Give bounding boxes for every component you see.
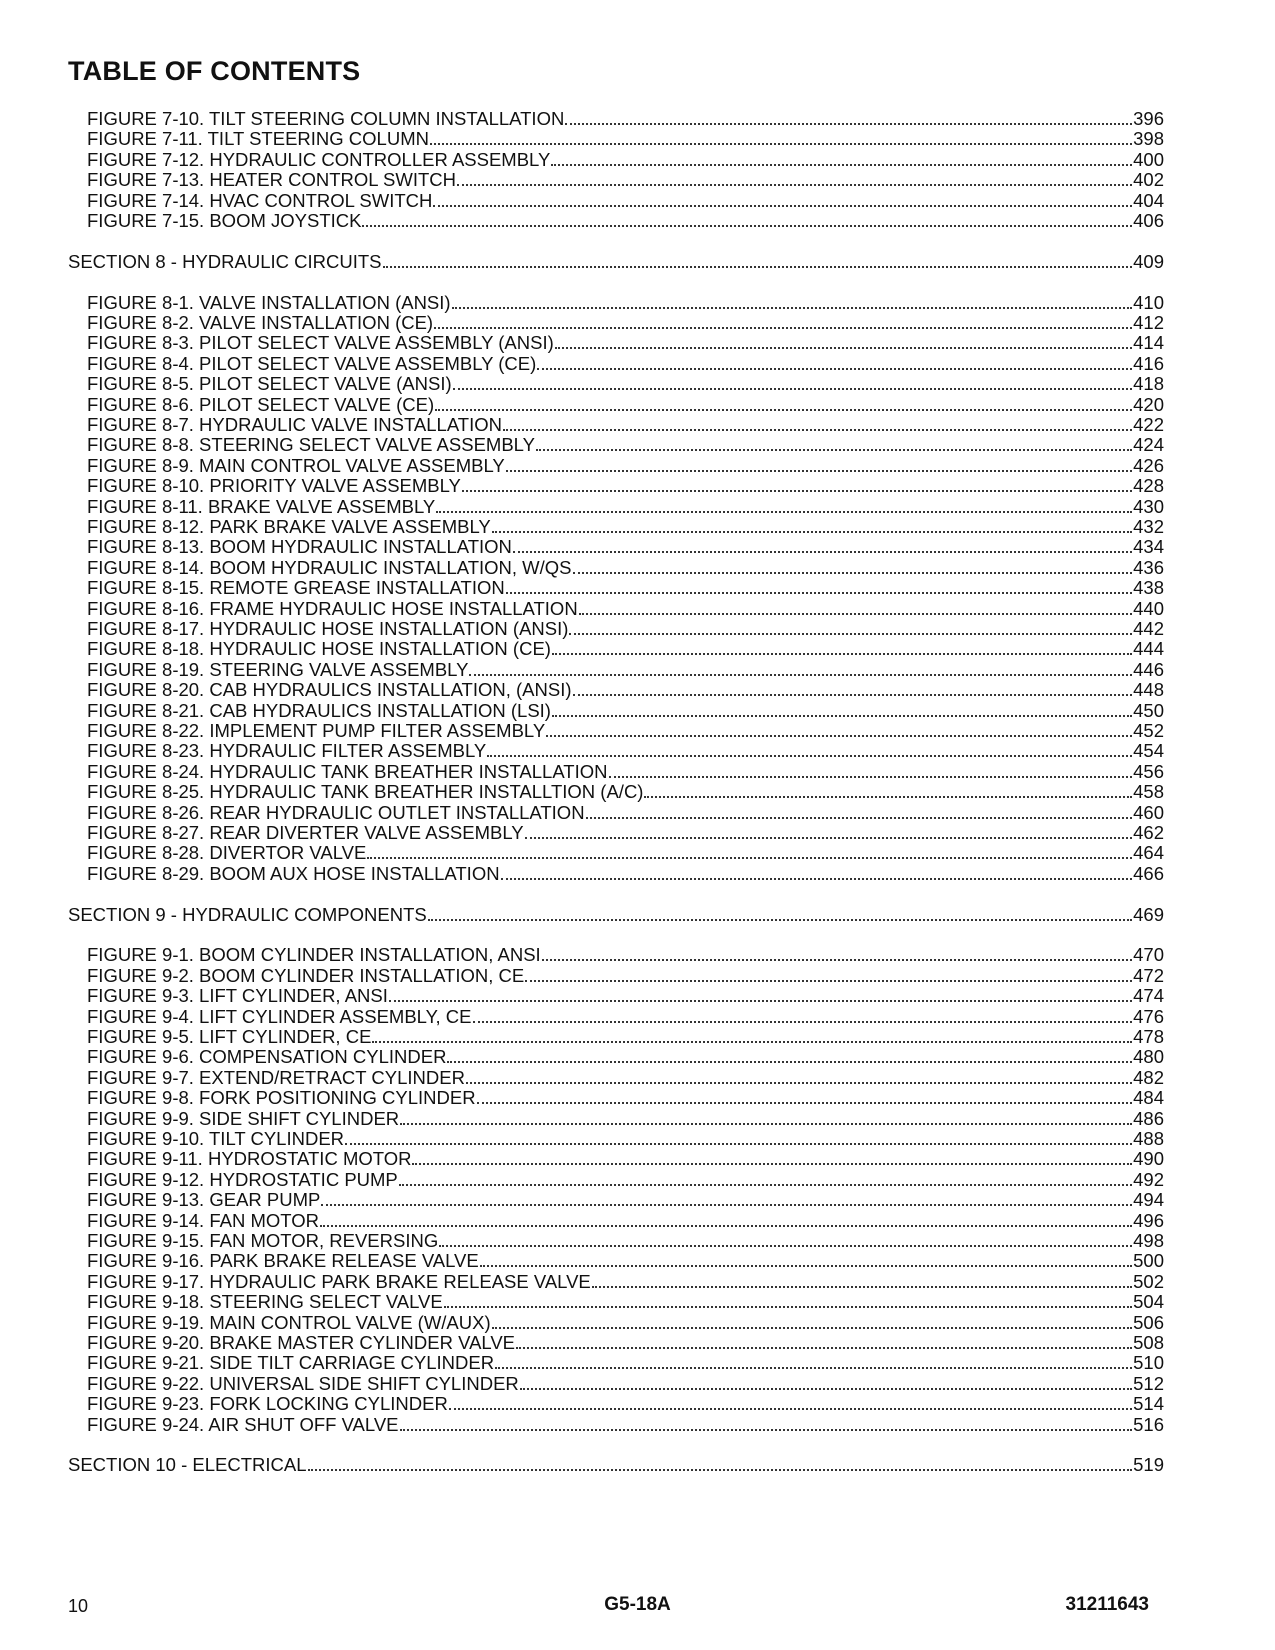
toc-figure-entry[interactable] [87, 516, 1164, 537]
toc-entry-label: FIGURE 8-15. REMOTE GREASE INSTALLATION [87, 577, 505, 599]
toc-entry-label: FIGURE 8-1. VALVE INSTALLATION (ANSI) [87, 291, 451, 313]
toc-figure-entry[interactable] [87, 210, 1164, 231]
footer-model: G5-18A [604, 1594, 671, 1615]
toc-figure-entry[interactable] [87, 720, 1164, 741]
toc-figure-entry[interactable] [87, 1006, 1164, 1027]
toc-entry-page: 420 [1133, 393, 1164, 415]
toc-figure-entry[interactable] [87, 312, 1164, 333]
toc-entry-page: 396 [1133, 108, 1164, 129]
toc-leader-dots [399, 1169, 1132, 1186]
toc-leader-dots [569, 618, 1132, 635]
toc-leader-dots [573, 557, 1133, 574]
toc-entry-page: 424 [1133, 434, 1164, 456]
toc-entry-page: 406 [1133, 210, 1164, 231]
toc-entry-label: FIGURE 9-9. SIDE SHIFT CYLINDER [87, 1107, 400, 1129]
toc-entry-label: FIGURE 8-2. VALVE INSTALLATION (CE) [87, 312, 434, 333]
toc-entry-page: 454 [1133, 740, 1164, 762]
toc-leader-dots [412, 1148, 1132, 1165]
toc-entry-label: SECTION 8 - HYDRAULIC CIRCUITS [68, 250, 382, 272]
toc-figure-entry[interactable] [87, 1312, 1164, 1333]
toc-figure-entry[interactable] [87, 1373, 1164, 1394]
toc-leader-dots [546, 720, 1132, 737]
toc-entry-page: 474 [1133, 985, 1164, 1007]
toc-entry-page: 432 [1133, 516, 1164, 537]
toc-entry-page: 496 [1133, 1209, 1164, 1231]
toc-entry-label: FIGURE 8-6. PILOT SELECT VALVE (CE) [87, 393, 435, 415]
toc-figure-entry[interactable] [87, 1108, 1164, 1129]
toc-leader-dots [383, 251, 1133, 268]
toc-entry-label: FIGURE 9-23. FORK LOCKING CYLINDER [87, 1393, 448, 1415]
toc-figure-entry[interactable] [87, 638, 1164, 659]
toc-entry-label: FIGURE 8-3. PILOT SELECT VALVE ASSEMBLY (ANSI) [87, 332, 554, 354]
toc-entry-label: FIGURE 8-21. CAB HYDRAULICS INSTALLATION (LSI) [87, 699, 551, 721]
toc-leader-dots [457, 169, 1132, 186]
toc-leader-dots [453, 373, 1132, 390]
toc-entry-page: 512 [1133, 1372, 1164, 1394]
toc-entry-label: FIGURE 8-18. HYDRAULIC HOSE INSTALLATION (CE) [87, 638, 551, 660]
toc-leader-dots [473, 1006, 1133, 1023]
toc-leader-dots [513, 536, 1132, 553]
toc-entry-label: FIGURE 9-10. TILT CYLINDER [87, 1128, 345, 1149]
toc-entry-page: 472 [1133, 964, 1164, 986]
toc-figure-entry[interactable] [87, 659, 1164, 680]
toc-leader-dots [536, 434, 1132, 451]
toc-leader-dots [487, 740, 1132, 757]
toc-entry-label: FIGURE 8-11. BRAKE VALVE ASSEMBLY [87, 495, 436, 517]
toc-entry-page: 490 [1133, 1148, 1164, 1170]
toc-entry-label: FIGURE 9-22. UNIVERSAL SIDE SHIFT CYLINDER [87, 1372, 519, 1394]
toc-leader-dots [345, 1128, 1132, 1145]
toc-leader-dots [586, 802, 1133, 819]
toc-entry-label: FIGURE 8-20. CAB HYDRAULICS INSTALLATION, (ANSI) [87, 679, 572, 701]
toc-entry-label: FIGURE 7-15. BOOM JOYSTICK [87, 210, 362, 231]
toc-entry-label: FIGURE 9-24. AIR SHUT OFF VALVE [87, 1413, 399, 1435]
toc-entry-label: FIGURE 9-4. LIFT CYLINDER ASSEMBLY, CE [87, 1005, 472, 1027]
toc-figure-entry[interactable] [87, 1128, 1164, 1149]
toc-figure-entry[interactable] [87, 802, 1164, 823]
toc-leader-dots [525, 965, 1132, 982]
toc-figure-entry[interactable] [87, 1393, 1164, 1414]
toc-entry-page: 498 [1133, 1230, 1164, 1251]
toc-entry-label: FIGURE 8-7. HYDRAULIC VALVE INSTALLATION [87, 414, 502, 435]
toc-figure-entry[interactable] [87, 1046, 1164, 1067]
toc-entry-label: FIGURE 8-5. PILOT SELECT VALVE (ANSI) [87, 373, 452, 395]
toc-entry-label: FIGURE 8-14. BOOM HYDRAULIC INSTALLATION, W/QS [87, 556, 572, 578]
toc-entry-label: FIGURE 8-19. STEERING VALVE ASSEMBLY [87, 658, 469, 680]
toc-leader-dots [462, 475, 1132, 492]
toc-entry-label: FIGURE 7-10. TILT STEERING COLUMN INSTALLATION [87, 108, 565, 129]
toc-figure-entry[interactable] [87, 1332, 1164, 1353]
toc-entry-label: FIGURE 8-26. REAR HYDRAULIC OUTLET INSTALLATION [87, 801, 585, 823]
toc-leader-dots [503, 414, 1132, 431]
toc-figure-entry[interactable] [87, 863, 1164, 884]
toc-entry-page: 470 [1133, 944, 1164, 966]
toc-figure-entry[interactable] [87, 944, 1164, 965]
toc-figure-entry[interactable] [87, 1352, 1164, 1373]
toc-entry-page: 404 [1133, 189, 1164, 211]
toc-figure-entry[interactable] [87, 414, 1164, 435]
toc-entry-page: 469 [1133, 903, 1164, 925]
toc-leader-dots [372, 1026, 1132, 1043]
toc-figure-entry[interactable] [87, 373, 1164, 394]
toc-leader-dots [552, 638, 1132, 655]
toc-figure-entry[interactable] [87, 1230, 1164, 1251]
toc-figure-entry[interactable] [87, 108, 1164, 129]
toc-figure-entry[interactable] [87, 618, 1164, 639]
toc-entry-page: 412 [1133, 312, 1164, 333]
toc-entry-label: FIGURE 8-17. HYDRAULIC HOSE INSTALLATION (ANSI) [87, 618, 569, 639]
toc-entry-page: 434 [1133, 536, 1164, 558]
toc-leader-dots [477, 1087, 1133, 1104]
toc-leader-dots [516, 1332, 1132, 1349]
toc-entry-label: FIGURE 9-20. BRAKE MASTER CYLINDER VALVE [87, 1332, 516, 1353]
toc-section-entry[interactable] [68, 904, 1164, 925]
toc-entry-page: 494 [1133, 1189, 1164, 1211]
footer-doc-number: 31211643 [1065, 1594, 1149, 1615]
toc-entry-label: FIGURE 9-16. PARK BRAKE RELEASE VALVE [87, 1250, 479, 1272]
toc-figure-entry[interactable] [87, 1026, 1164, 1047]
toc-entry-label: FIGURE 8-13. BOOM HYDRAULIC INSTALLATION [87, 536, 512, 558]
toc-entry-page: 486 [1133, 1107, 1164, 1129]
toc-entry-label: FIGURE 9-14. FAN MOTOR [87, 1209, 319, 1231]
toc-entry-page: 410 [1133, 291, 1164, 313]
toc-leader-dots [428, 904, 1132, 921]
toc-figure-entry[interactable] [87, 1291, 1164, 1312]
toc-entry-label: FIGURE 9-21. SIDE TILT CARRIAGE CYLINDER [87, 1352, 495, 1374]
toc-entry-page: 418 [1133, 373, 1164, 395]
toc-entry-label: FIGURE 9-12. HYDROSTATIC PUMP [87, 1168, 398, 1190]
toc-entry-label: FIGURE 7-13. HEATER CONTROL SWITCH [87, 169, 457, 191]
toc-leader-dots [506, 455, 1132, 472]
toc-entry-label: FIGURE 8-22. IMPLEMENT PUMP FILTER ASSEMBLY [87, 720, 546, 741]
toc-leader-dots [469, 659, 1132, 676]
toc-leader-dots [447, 1046, 1132, 1063]
toc-entry-label: FIGURE 9-2. BOOM CYLINDER INSTALLATION, CE [87, 964, 525, 986]
toc-figure-entry[interactable] [87, 292, 1164, 313]
toc-leader-dots [452, 292, 1133, 309]
toc-entry-page: 414 [1133, 332, 1164, 354]
toc-entry-page: 456 [1133, 760, 1164, 782]
toc-entry-page: 510 [1133, 1352, 1164, 1374]
toc-entry-page: 400 [1133, 148, 1164, 170]
toc-leader-dots [362, 210, 1132, 227]
toc-entry-page: 502 [1133, 1270, 1164, 1292]
toc-leader-dots [436, 496, 1132, 513]
toc-figure-entry[interactable] [87, 781, 1164, 802]
toc-entry-page: 452 [1133, 720, 1164, 741]
toc-leader-dots [444, 1291, 1132, 1308]
toc-leader-dots [308, 1454, 1133, 1471]
toc-entry-page: 478 [1133, 1026, 1164, 1047]
toc-leader-dots [320, 1210, 1132, 1227]
toc-figure-entry[interactable] [87, 1271, 1164, 1292]
toc-entry-label: FIGURE 9-8. FORK POSITIONING CYLINDER [87, 1087, 476, 1109]
toc-leader-dots [501, 863, 1133, 880]
toc-leader-dots [400, 1414, 1133, 1431]
toc-entry-page: 476 [1133, 1005, 1164, 1027]
toc-leader-dots [367, 842, 1132, 859]
toc-entry-page: 409 [1133, 250, 1164, 272]
toc-figure-entry[interactable] [87, 475, 1164, 496]
toc-figure-entry[interactable] [87, 128, 1164, 149]
toc-entry-page: 508 [1133, 1332, 1164, 1353]
toc-leader-dots [552, 700, 1132, 717]
toc-entry-label: FIGURE 9-6. COMPENSATION CYLINDER [87, 1046, 447, 1068]
toc-entry-page: 466 [1133, 862, 1164, 884]
toc-leader-dots [644, 781, 1132, 798]
toc-entry-page: 430 [1133, 495, 1164, 517]
toc-entry-page: 440 [1133, 597, 1164, 619]
toc-entry-page: 422 [1133, 414, 1164, 435]
toc-leader-dots [449, 1393, 1132, 1410]
toc-leader-dots [434, 312, 1132, 329]
toc-entry-page: 436 [1133, 556, 1164, 578]
toc-figure-entry[interactable] [87, 1189, 1164, 1210]
toc-entry-page: 488 [1133, 1128, 1164, 1149]
toc-leader-dots [400, 1108, 1132, 1125]
toc-entry-page: 484 [1133, 1087, 1164, 1109]
toc-entry-label: FIGURE 7-11. TILT STEERING COLUMN [87, 128, 429, 150]
toc-entry-page: 426 [1133, 454, 1164, 476]
toc-entry-label: FIGURE 9-5. LIFT CYLINDER, CE [87, 1026, 372, 1047]
toc-entry-label: FIGURE 8-29. BOOM AUX HOSE INSTALLATION [87, 862, 500, 884]
toc-figure-entry[interactable] [87, 1250, 1164, 1271]
toc-figure-entry[interactable] [87, 557, 1164, 578]
toc-entry-page: 482 [1133, 1066, 1164, 1088]
toc-entry-page: 442 [1133, 618, 1164, 639]
toc-figure-entry[interactable] [87, 700, 1164, 721]
toc-entry-label: FIGURE 9-18. STEERING SELECT VALVE [87, 1291, 443, 1313]
toc-entry-page: 402 [1133, 169, 1164, 191]
toc-entry-label: FIGURE 8-28. DIVERTOR VALVE [87, 842, 367, 864]
toc-figure-entry[interactable] [87, 455, 1164, 476]
toc-leader-dots [592, 1271, 1132, 1288]
toc-entry-page: 464 [1133, 842, 1164, 864]
toc-leader-dots [573, 679, 1133, 696]
toc-figure-entry[interactable] [87, 985, 1164, 1006]
toc-figure-entry[interactable] [87, 536, 1164, 557]
toc-leader-dots [555, 332, 1132, 349]
toc-figure-entry[interactable] [87, 1414, 1164, 1435]
toc-entry-label: FIGURE 8-9. MAIN CONTROL VALVE ASSEMBLY [87, 454, 505, 476]
toc-figure-entry[interactable] [87, 577, 1164, 598]
toc-leader-dots [480, 1250, 1132, 1267]
toc-leader-dots [579, 598, 1132, 615]
toc-entry-label: FIGURE 7-14. HVAC CONTROL SWITCH [87, 189, 433, 211]
toc-leader-dots [466, 1067, 1132, 1084]
toc-entry-page: 450 [1133, 699, 1164, 721]
toc-figure-entry[interactable] [87, 1169, 1164, 1190]
toc-figure-entry[interactable] [87, 149, 1164, 170]
toc-entry-label: FIGURE 8-4. PILOT SELECT VALVE ASSEMBLY (CE) [87, 352, 537, 374]
toc-entry-page: 458 [1133, 781, 1164, 803]
toc-leader-dots [495, 1352, 1132, 1369]
toc-leader-dots [520, 1373, 1132, 1390]
toc-leader-dots [492, 516, 1132, 533]
footer-page-number: 10 [68, 1596, 89, 1616]
toc-leader-dots [506, 577, 1132, 594]
toc-figure-entry[interactable] [87, 1087, 1164, 1108]
toc-figure-entry[interactable] [87, 1067, 1164, 1088]
toc-entry-label: FIGURE 9-13. GEAR PUMP [87, 1189, 321, 1211]
toc-leader-dots [435, 394, 1132, 411]
toc-entry-page: 428 [1133, 475, 1164, 497]
toc-figure-entry[interactable] [87, 740, 1164, 761]
toc-leader-dots [492, 1312, 1132, 1329]
toc-entry-page: 398 [1133, 128, 1164, 150]
toc-figure-entry[interactable] [87, 965, 1164, 986]
toc-leader-dots [525, 822, 1133, 839]
toc-leader-dots [551, 149, 1132, 166]
toc-leader-dots [565, 108, 1132, 125]
toc-section-entry[interactable] [68, 1454, 1164, 1475]
toc-entry-page: 438 [1133, 577, 1164, 599]
toc-entry-label: FIGURE 8-10. PRIORITY VALVE ASSEMBLY [87, 475, 461, 497]
toc-entry-label: SECTION 10 - ELECTRICAL [68, 1454, 307, 1476]
toc-entry-page: 504 [1133, 1291, 1164, 1313]
toc-figure-entry[interactable] [87, 822, 1164, 843]
toc-entry-label: FIGURE 8-24. HYDRAULIC TANK BREATHER INSTALLATION [87, 760, 608, 782]
toc-leader-dots [433, 190, 1132, 207]
toc-leader-dots [609, 761, 1133, 778]
toc-leader-dots [537, 353, 1132, 370]
toc-leader-dots [321, 1189, 1132, 1206]
toc-figure-entry[interactable] [87, 434, 1164, 455]
toc-figure-entry[interactable] [87, 761, 1164, 782]
toc-entry-label: FIGURE 9-15. FAN MOTOR, REVERSING [87, 1230, 439, 1251]
toc-figure-entry[interactable] [87, 842, 1164, 863]
toc-entry-label: FIGURE 8-23. HYDRAULIC FILTER ASSEMBLY [87, 740, 487, 762]
toc-figure-entry[interactable] [87, 496, 1164, 517]
toc-leader-dots [430, 128, 1132, 145]
toc-figure-entry[interactable] [87, 353, 1164, 374]
toc-figure-entry[interactable] [87, 394, 1164, 415]
toc-entry-label: FIGURE 9-1. BOOM CYLINDER INSTALLATION, ANSI [87, 944, 541, 966]
toc-figure-entry[interactable] [87, 1148, 1164, 1169]
toc-entry-page: 480 [1133, 1046, 1164, 1068]
toc-entry-page: 448 [1133, 679, 1164, 701]
toc-entry-label: FIGURE 9-7. EXTEND/RETRACT CYLINDER [87, 1066, 465, 1088]
toc-entry-page: 416 [1133, 352, 1164, 374]
toc-entry-page: 514 [1133, 1393, 1164, 1415]
toc-entry-page: 519 [1133, 1454, 1164, 1476]
toc-entry-label: FIGURE 9-17. HYDRAULIC PARK BRAKE RELEASE VALVE [87, 1270, 591, 1292]
toc-entry-label: SECTION 9 - HYDRAULIC COMPONENTS [68, 903, 427, 925]
toc-leader-dots [389, 985, 1132, 1002]
toc-entry-page: 460 [1133, 801, 1164, 823]
toc-entry-label: FIGURE 8-27. REAR DIVERTER VALVE ASSEMBLY [87, 822, 524, 843]
toc-leader-dots [439, 1230, 1132, 1247]
toc-entry-page: 444 [1133, 638, 1164, 660]
toc-figure-entry[interactable] [87, 190, 1164, 211]
toc-leader-dots [542, 944, 1132, 961]
toc-figure-entry[interactable] [87, 332, 1164, 353]
toc-entry-label: FIGURE 7-12. HYDRAULIC CONTROLLER ASSEMBLY [87, 148, 551, 170]
toc-figure-entry[interactable] [87, 598, 1164, 619]
toc-entry-label: FIGURE 8-16. FRAME HYDRAULIC HOSE INSTALLATION [87, 597, 578, 619]
toc-entry-label: FIGURE 8-8. STEERING SELECT VALVE ASSEMBLY [87, 434, 535, 456]
toc-entry-page: 506 [1133, 1311, 1164, 1333]
toc-entry-page: 446 [1133, 658, 1164, 680]
toc-entry-page: 462 [1133, 822, 1164, 843]
toc-entry-label: FIGURE 9-11. HYDROSTATIC MOTOR [87, 1148, 412, 1170]
toc-entry-label: FIGURE 8-25. HYDRAULIC TANK BREATHER INSTALLTION (A/C) [87, 781, 644, 803]
toc-section-entry[interactable] [68, 251, 1164, 272]
toc-entry-page: 492 [1133, 1168, 1164, 1190]
toc-entry-label: FIGURE 9-3. LIFT CYLINDER, ANSI [87, 985, 388, 1007]
toc-entry-label: FIGURE 9-19. MAIN CONTROL VALVE (W/AUX) [87, 1311, 491, 1333]
toc-entry-page: 500 [1133, 1250, 1164, 1272]
page-title: TABLE OF CONTENTS [68, 56, 361, 86]
toc-entry-page: 516 [1133, 1413, 1164, 1435]
toc-figure-entry[interactable] [87, 1210, 1164, 1231]
toc-figure-entry[interactable] [87, 679, 1164, 700]
toc-entry-label: FIGURE 8-12. PARK BRAKE VALVE ASSEMBLY [87, 516, 491, 537]
toc-figure-entry[interactable] [87, 169, 1164, 190]
